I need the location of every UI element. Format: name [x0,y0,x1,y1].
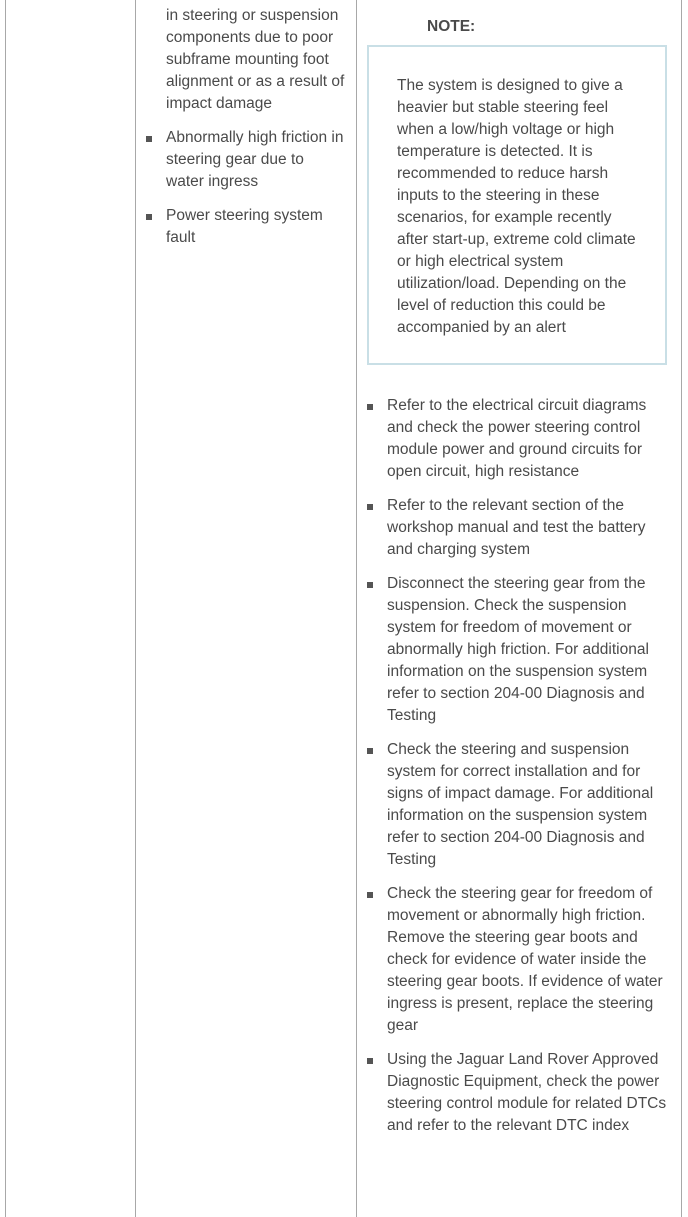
action-text: Using the Jaguar Land Rover Approved Diagnostic Equipment, check the power steering control module for related DTCs and refer to the relevant DTC index [387,1051,667,1134]
action-text: Refer to the electrical circuit diagrams and check the power steering control module power and ground circuits for open circuit, high resistance [387,397,647,480]
note-box [367,45,667,365]
action-text: Refer to the relevant section of the workshop manual and test the battery and charging system [387,497,646,558]
bullet-square-icon [367,892,373,898]
table-border-right [681,0,682,1217]
action-text: Check the steering gear for freedom of movement or abnormally high friction. Remove the steering gear boots and check for evidence of water inside the steering gear boots. If evidence of water ingress is present, replace the steering gear [387,885,663,1034]
bullet-square-icon [367,748,373,754]
table-divider-2 [356,0,357,1217]
action-list [367,395,672,1137]
bullet-square-icon [146,214,152,220]
list-item [146,5,346,115]
table-border-left [5,0,6,1217]
cause-text: Abnormally high friction in steering gear due to water ingress [166,129,344,190]
bullet-square-icon [146,136,152,142]
action-list-container [367,395,672,1149]
bullet-square-icon [367,404,373,410]
note-text: The system is designed to give a heavier but stable steering feel when a low/high voltage or high temperature is detected. It is recommended to reduce harsh inputs to the steering in these scenarios, for example recently after start-up, extreme cold climate or high electrical system utilization/load. Depending on the level of reduction this could be accompanied by an alert [397,77,636,336]
possible-causes-list [146,5,346,249]
list-item [146,205,346,249]
list-item [367,573,672,727]
list-item [367,739,672,871]
note-label: NOTE: [427,18,476,35]
list-item [367,495,672,561]
cause-text: Power steering system fault [166,207,323,246]
table-divider-1 [135,0,136,1217]
list-item [367,1049,672,1137]
action-text: Check the steering and suspension system for correct installation and for signs of impact damage. For additional information on the suspension system refer to section 204-00 Diagnosis and Testing [387,741,654,868]
possible-causes-column [146,5,346,261]
cause-text: in steering or suspension components due to poor subframe mounting foot alignment or as a result of impact damage [166,7,345,112]
action-text: Disconnect the steering gear from the suspension. Check the suspension system for freedom of movement or abnormally high friction. For additional information on the suspension system refer to section 204-00 Diagnosis and Testing [387,575,649,724]
bullet-square-icon [367,504,373,510]
list-item [367,883,672,1037]
bullet-square-icon [367,582,373,588]
list-item [367,395,672,483]
bullet-square-icon [367,1058,373,1064]
list-item [146,127,346,193]
